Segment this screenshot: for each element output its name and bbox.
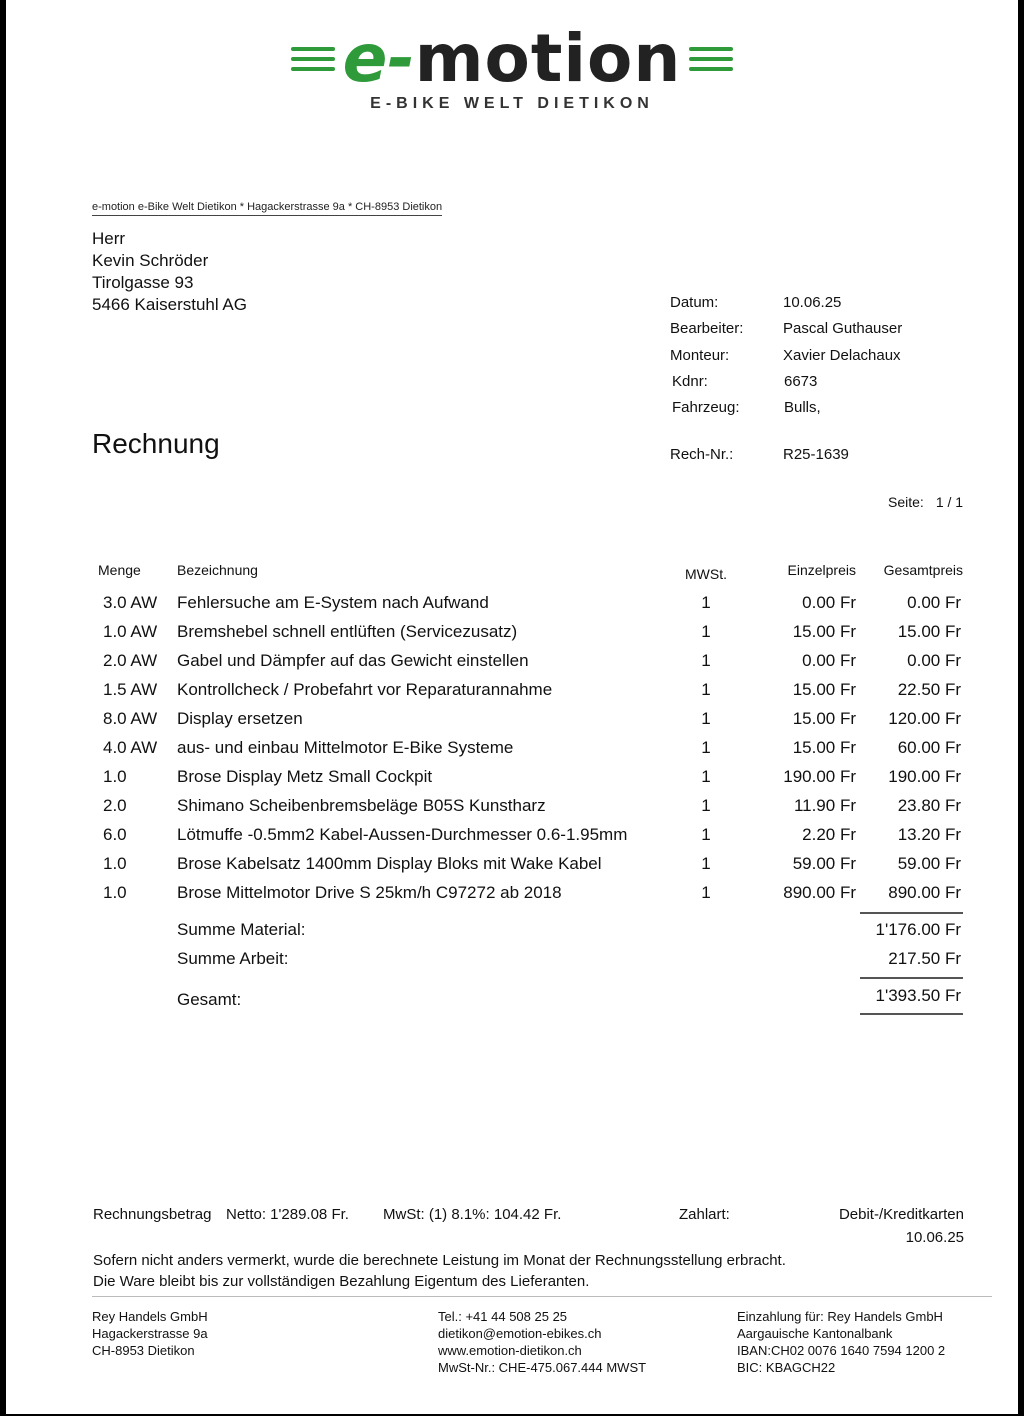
sum-arbeit-label: Summe Arbeit: xyxy=(177,949,289,968)
sum-rule-top xyxy=(860,912,963,914)
cell-gesamtpreis: 13.20 Fr xyxy=(897,825,961,844)
header-mwst: MWSt. xyxy=(685,566,727,582)
zahlart-label: Zahlart: xyxy=(679,1206,730,1223)
sum-arbeit-value: 217.50 Fr xyxy=(888,949,961,968)
totals-label: Rechnungsbetrag xyxy=(93,1206,212,1223)
cell-menge: 4.0 AW xyxy=(103,738,158,757)
cell-gesamtpreis: 0.00 Fr xyxy=(907,651,961,670)
footer-divider xyxy=(92,1296,992,1297)
cell-mwst: 1 xyxy=(701,796,711,815)
cell-einzelpreis: 0.00 Fr xyxy=(802,593,856,612)
cell-bezeichnung: Gabel und Dämpfer auf das Gewicht einstellen xyxy=(177,651,529,670)
cell-bezeichnung: Bremshebel schnell entlüften (Servicezusatz) xyxy=(177,622,518,641)
cell-gesamtpreis: 59.00 Fr xyxy=(897,854,961,873)
cell-bezeichnung: Shimano Scheibenbremsbeläge B05S Kunstharz xyxy=(177,796,546,815)
logo-stripes-left-icon xyxy=(291,47,335,71)
totals-netto: Netto: 1'289.08 Fr. xyxy=(226,1206,349,1223)
cell-einzelpreis: 15.00 Fr xyxy=(792,622,856,641)
footer-contact: Tel.: +41 44 508 25 25 dietikon@emotion-ebikes.ch www.emotion-dietikon.ch MwSt-Nr.: CHE-475.067.444 MWST xyxy=(438,1309,647,1375)
cell-bezeichnung: Display ersetzen xyxy=(177,709,303,728)
footer-company: Rey Handels GmbH Hagackerstrasse 9a CH-8953 Dietikon xyxy=(92,1309,208,1358)
logo-brand-main: motion xyxy=(414,20,682,97)
cell-einzelpreis: 2.20 Fr xyxy=(802,825,856,844)
cell-menge: 1.0 xyxy=(103,883,127,902)
cell-menge: 1.0 AW xyxy=(103,622,158,641)
cell-gesamtpreis: 22.50 Fr xyxy=(897,680,961,699)
sender-address-line: e-motion e-Bike Welt Dietikon * Hagackerstrasse 9a * CH-8953 Dietikon xyxy=(92,201,442,216)
cell-gesamtpreis: 190.00 Fr xyxy=(888,767,961,786)
cell-mwst: 1 xyxy=(701,622,711,641)
company-logo xyxy=(0,20,1024,113)
recipient-city: 5466 Kaiserstuhl AG xyxy=(92,295,247,314)
totals-mwst: MwSt: (1) 8.1%: 104.42 Fr. xyxy=(383,1206,562,1223)
cell-einzelpreis: 15.00 Fr xyxy=(792,738,856,757)
header-bezeichnung: Bezeichnung xyxy=(177,562,258,578)
cell-gesamtpreis: 0.00 Fr xyxy=(907,593,961,612)
cell-mwst: 1 xyxy=(701,593,711,612)
cell-einzelpreis: 11.90 Fr xyxy=(793,796,856,815)
cell-menge: 6.0 xyxy=(103,825,127,844)
cell-mwst: 1 xyxy=(701,738,711,757)
sum-rule-middle xyxy=(860,977,963,979)
zahlart-date: 10.06.25 xyxy=(905,1229,964,1246)
cell-bezeichnung: Brose Display Metz Small Cockpit xyxy=(177,767,433,786)
sum-material-value: 1'176.00 Fr xyxy=(875,920,961,939)
zahlart-value: Debit-/Kreditkarten xyxy=(838,1206,964,1223)
cell-einzelpreis: 190.00 Fr xyxy=(783,767,856,786)
recipient-street: Tirolgasse 93 xyxy=(92,273,194,292)
logo-subtitle: E-BIKE WELT DIETIKON xyxy=(370,95,654,112)
cell-gesamtpreis: 60.00 Fr xyxy=(897,738,961,757)
cell-bezeichnung: Fehlersuche am E-System nach Aufwand xyxy=(177,593,489,612)
cell-einzelpreis: 15.00 Fr xyxy=(792,709,856,728)
cell-gesamtpreis: 23.80 Fr xyxy=(897,796,961,815)
sum-rule-bottom xyxy=(860,1013,963,1015)
cell-bezeichnung: aus- und einbau Mittelmotor E-Bike Systeme xyxy=(177,738,514,757)
note-eigentum: Die Ware bleibt bis zur vollständigen Bezahlung Eigentum des Lieferanten. xyxy=(93,1273,590,1290)
cell-gesamtpreis: 120.00 Fr xyxy=(888,709,961,728)
header-gesamtpreis: Gesamtpreis xyxy=(883,562,963,578)
cell-einzelpreis: 59.00 Fr xyxy=(792,854,856,873)
cell-einzelpreis: 15.00 Fr xyxy=(792,680,856,699)
sum-material-label: Summe Material: xyxy=(177,920,306,939)
cell-mwst: 1 xyxy=(701,680,711,699)
cell-menge: 3.0 AW xyxy=(103,593,158,612)
cell-mwst: 1 xyxy=(701,825,711,844)
recipient-address xyxy=(92,228,247,316)
footer-bank: Einzahlung für: Rey Handels GmbH Aargauische Kantonalbank IBAN:CH02 0076 1640 7594 1200 2 BIC: KBAGCH22 xyxy=(737,1309,946,1375)
sum-gesamt-label: Gesamt: xyxy=(177,990,242,1009)
page-number: Seite: 1 / 1 xyxy=(888,494,964,510)
recipient-salutation: Herr xyxy=(92,229,126,248)
cell-menge: 8.0 AW xyxy=(103,709,158,728)
cell-menge: 2.0 AW xyxy=(103,651,158,670)
recipient-name: Kevin Schröder xyxy=(92,251,209,270)
cell-bezeichnung: Lötmuffe -0.5mm2 Kabel-Aussen-Durchmesser 0.6-1.95mm xyxy=(177,825,628,844)
cell-mwst: 1 xyxy=(701,709,711,728)
cell-menge: 2.0 xyxy=(103,796,127,815)
cell-mwst: 1 xyxy=(701,883,711,902)
cell-gesamtpreis: 15.00 Fr xyxy=(897,622,961,641)
header-einzelpreis: Einzelpreis xyxy=(787,562,856,578)
cell-mwst: 1 xyxy=(701,651,711,670)
cell-einzelpreis: 890.00 Fr xyxy=(783,883,856,902)
cell-bezeichnung: Kontrollcheck / Probefahrt vor Reparaturannahme xyxy=(177,680,553,699)
cell-menge: 1.5 AW xyxy=(103,680,158,699)
cell-mwst: 1 xyxy=(701,854,711,873)
cell-bezeichnung: Brose Mittelmotor Drive S 25km/h C97272 ab 2018 xyxy=(177,883,562,902)
cell-gesamtpreis: 890.00 Fr xyxy=(888,883,961,902)
cell-menge: 1.0 xyxy=(103,854,127,873)
cell-menge: 1.0 xyxy=(103,767,127,786)
header-menge: Menge xyxy=(98,562,141,578)
logo-stripes-right-icon xyxy=(689,47,733,71)
cell-bezeichnung: Brose Kabelsatz 1400mm Display Bloks mit Wake Kabel xyxy=(177,854,602,873)
cell-mwst: 1 xyxy=(701,767,711,786)
note-leistung: Sofern nicht anders vermerkt, wurde die berechnete Leistung im Monat der Rechnungsstellung erbracht. xyxy=(93,1252,786,1269)
logo-brand-prefix: e- xyxy=(342,20,415,97)
sum-gesamt-value: 1'393.50 Fr xyxy=(875,986,961,1005)
cell-einzelpreis: 0.00 Fr xyxy=(802,651,856,670)
document-title: Rechnung xyxy=(92,428,220,459)
